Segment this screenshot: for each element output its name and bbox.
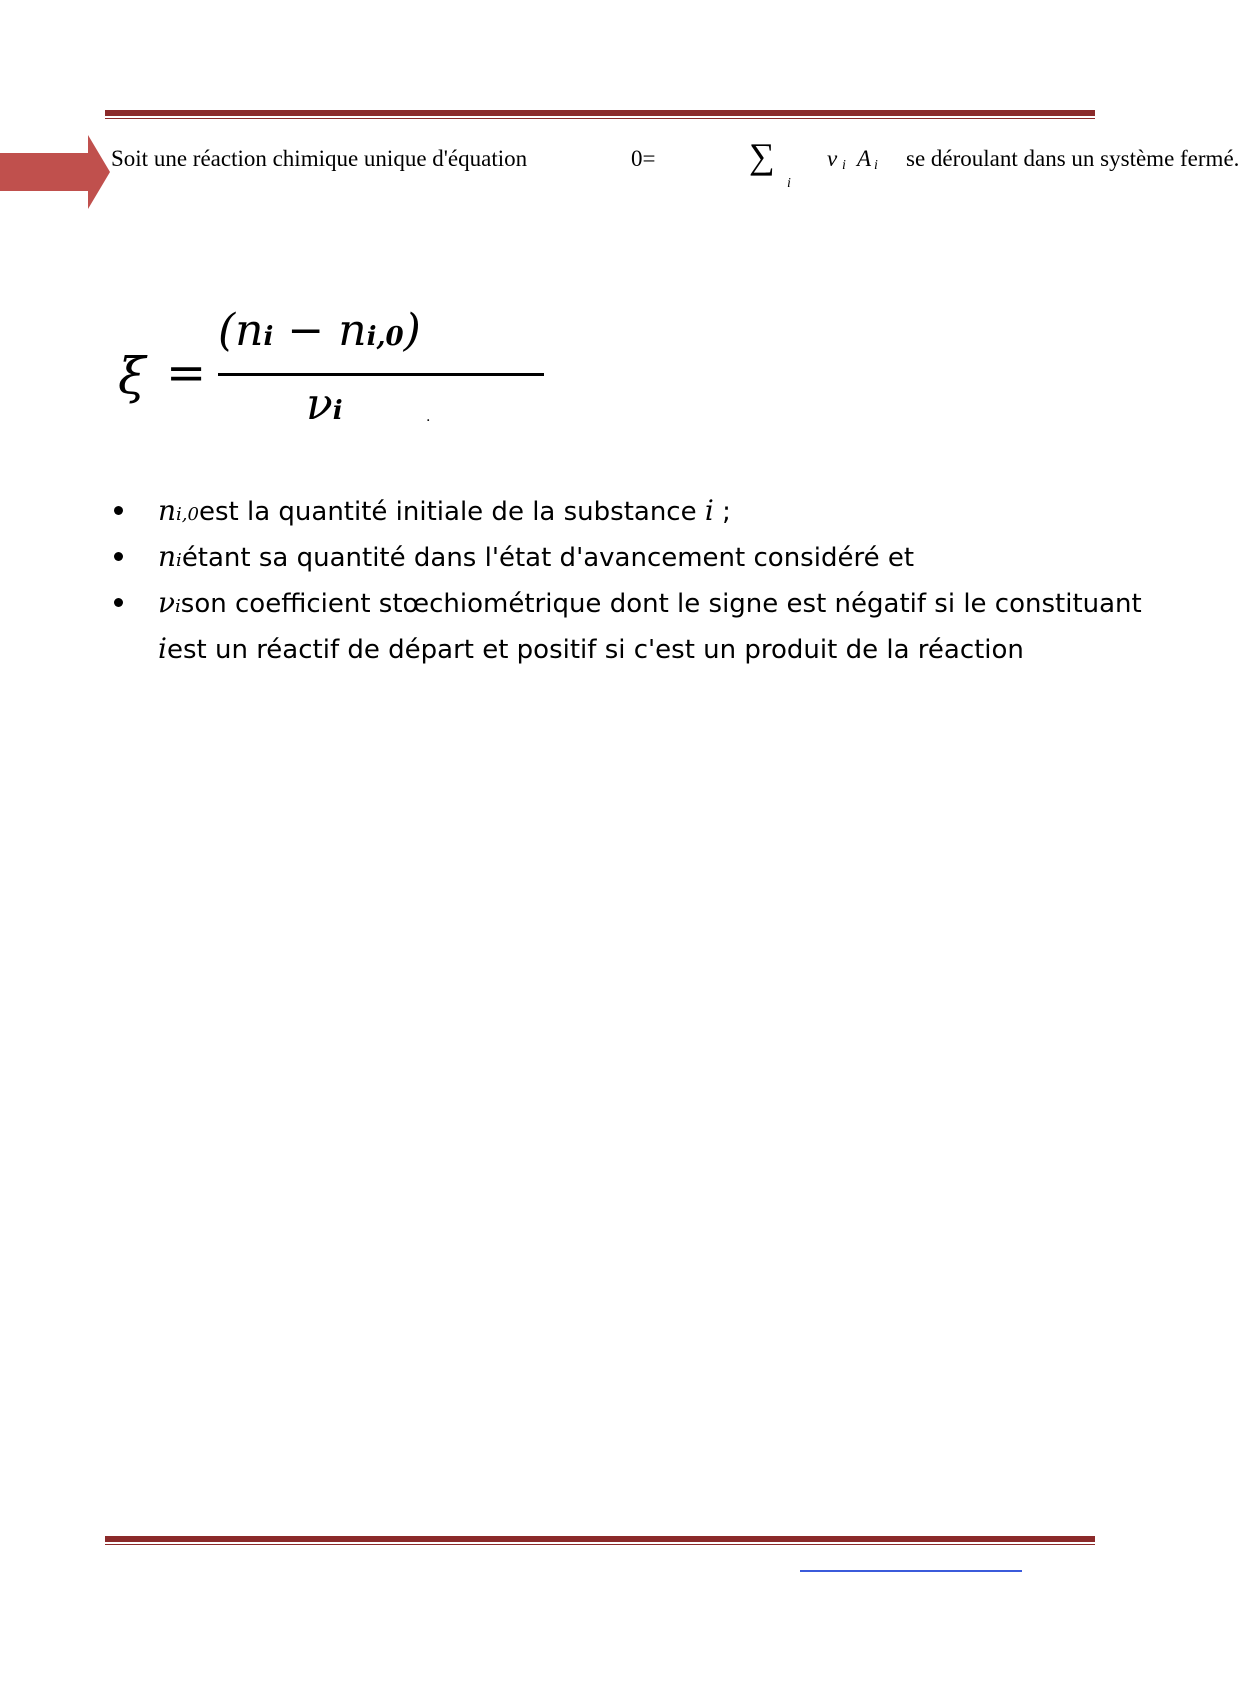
symbol-main: n [158,540,177,573]
denominator-sub: i [332,396,343,426]
item1-var: i [704,494,714,527]
equation-coeff: ν [827,146,838,171]
sum-index: i [787,176,791,191]
arrow-right-icon [0,135,110,209]
intro-tail: se déroulant dans un système fermé. [906,146,1239,171]
footer-rule [105,1536,1095,1545]
formula-equals: = [166,345,207,401]
formula-trailing: . [426,409,431,425]
item1-text: est la quantité initiale de la substance [198,497,705,527]
list-item [114,536,1174,582]
formula-denominator [306,379,343,430]
advancement-formula [118,305,458,435]
equation-coeff-sub: i [842,158,846,173]
numerator-sub1: i [263,322,274,352]
formula-xi: ξ [118,347,146,405]
fraction-bar [218,373,544,376]
symbol-main: n [158,494,177,527]
sum-symbol: ∑ [749,136,775,176]
numerator-minus: − n [273,305,367,356]
footer-link-underline[interactable] [800,1570,1022,1572]
denominator-symbol: ν [306,379,333,430]
symbol-n-i [158,540,182,573]
symbol-n-i0 [158,494,199,527]
header-rule [105,110,1095,119]
item3-text2: est un réactif de départ et positif si c'est un produit de la réaction [166,635,1024,665]
intro-lead: Soit une réaction chimique unique d'équation [111,146,528,171]
definitions-list [114,490,1174,671]
bullet-icon [114,598,123,607]
equation-lhs: 0= [631,146,656,171]
item3-var: i [158,632,167,665]
symbol-sub: i [176,550,182,571]
item2-text: étant sa quantité dans l'état d'avancement considéré et [181,543,915,573]
intro-sentence [111,136,1239,192]
bullet-icon [114,506,123,515]
symbol-nu-i [158,586,181,619]
item3-text: son coefficient stœchiométrique dont le signe est négatif si le constituant [180,589,1142,619]
bullet-icon [114,552,123,561]
item1-end: ; [713,497,731,527]
numerator-open: (n [218,305,264,356]
symbol-sub: i,0 [176,504,199,525]
symbol-sub: i [175,596,181,617]
list-item [114,582,1174,671]
equation-species-sub: i [874,158,878,173]
equation-species: A [857,146,872,171]
formula-numerator [218,305,421,356]
numerator-sub2: i,0 [366,322,404,352]
numerator-close: ) [403,305,421,356]
list-item [114,490,1174,536]
symbol-main: ν [158,586,176,619]
